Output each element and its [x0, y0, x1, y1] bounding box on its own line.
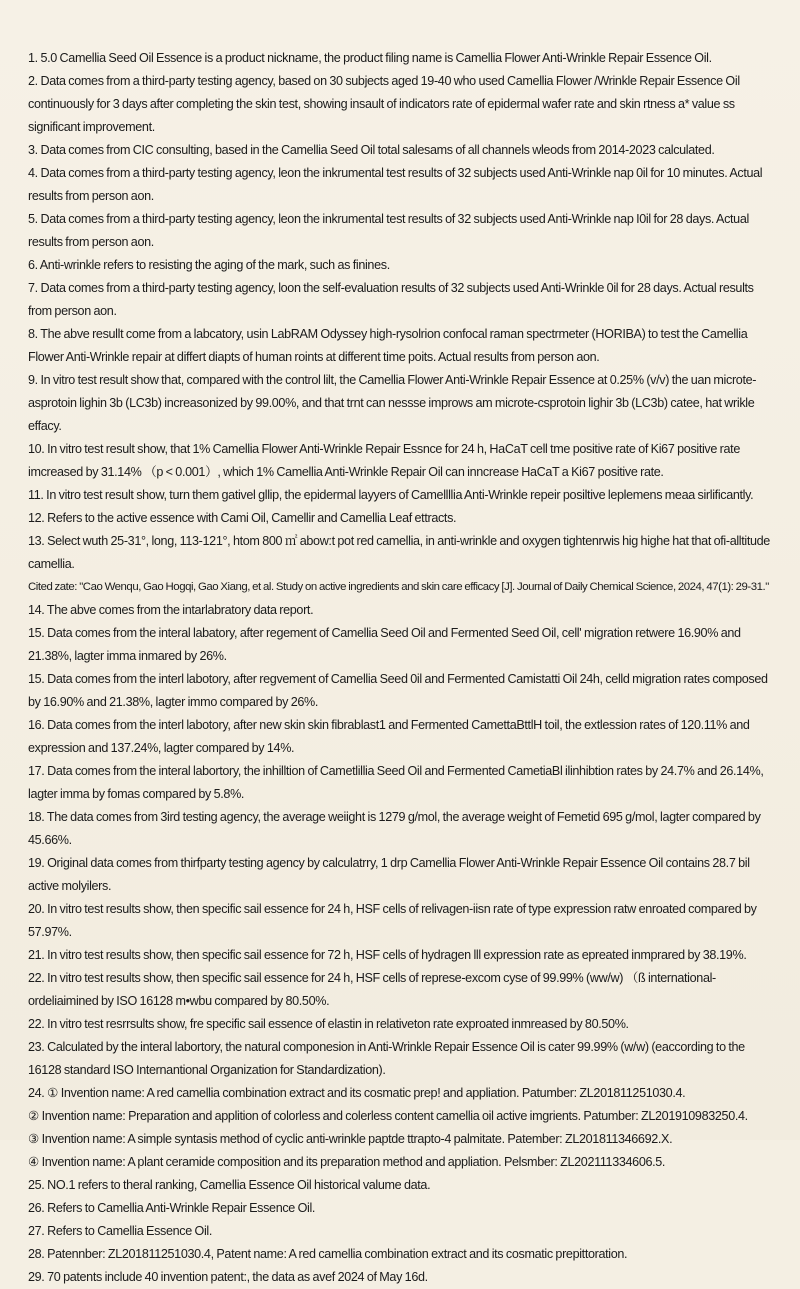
footnote-24-2: ② Invention name: Preparation and applition of colorless and colerless content camellia oil active imgrients. Patumber: ZL201910983250.4. — [28, 1109, 748, 1123]
footnote-24-1: 24. ① Invention name: A red camellia combination extract and its cosmatic prep! and appliation. Patumber: ZL201811251030.4. — [28, 1086, 686, 1100]
footnote-3: 3. Data comes from CIC consulting, based in the Camellia Seed Oil total salesams of all channels wleods from 2014-2023 calculated. — [28, 143, 715, 157]
footnote-26: 26. Refers to Camellia Anti-Wrinkle Repair Essence Oil. — [28, 1201, 316, 1215]
footnote-8: 8. The abve resullt come from a labcatory, usin LabRAM Odyssey high-rysolrion confocal raman spectrmeter (HORIBA) to test the Camellia Flower Anti-Wrinkle repair at differt diapts of human roints at different time poits. Actual results from person aon. — [28, 327, 748, 364]
footnote-22a: 22. In vitro test results show, then specific sail essence for 24 h, HSF cells of represe-excom cyse of 99.99% (ww/w) （ß international-ordeliaimined by ISO 16128 m•wbu compared by 80.50%. — [28, 971, 716, 1008]
footnote-4: 4. Data comes from a third-party testing agency, leon the inkrumental test results of 32 subjects used Anti-Wrinkle nap 0il for 10 minutes. Actual results from person aon. — [28, 166, 763, 203]
footnote-12: 12. Refers to the active essence with Cami Oil, Camellir and Camellia Leaf ettracts. — [28, 511, 457, 525]
footnote-21: 21. In vitro test results show, then specific sail essence for 72 h, HSF cells of hydragen lll expression rate as epreated inmprared by 38.19%. — [28, 948, 747, 962]
footnote-27: 27. Refers to Camellia Essence Oil. — [28, 1224, 213, 1238]
footnote-9: 9. In vitro test result show that, compared with the control lilt, the Camellia Flower Anti-Wrinkle Repair Essence at 0.25% (v/v) the uan microte-asprotoin lighin 3b (LC3b) increasonized by 99.00%, and that trnt can nessse improws am microte-csprotoin lighir 3b (LC3b) catee, hat wrikle effacy. — [28, 373, 757, 433]
footnote-18: 18. The data comes from 3ird testing agency, the average weiight is 1279 g/mol, the average weight of Femetid 695 g/mol, lagter compared by 45.66%. — [28, 810, 761, 847]
footnote-7: 7. Data comes from a third-party testing agency, loon the self-evaluation results of 32 subjects used Anti-Wrinkle 0il for 28 days. Actual results from person aon. — [28, 281, 754, 318]
footnote-10: 10. In vitro test result show, that 1% Camellia Flower Anti-Wrinkle Repair Essnce for 24 h, HaCaT cell tme positive rate of Ki67 positive rate imcreased by 31.14% （p < 0.001）, which 1% Camellia Anti-Wrinkle Repair Oil can inncrease HaCaT a Ki67 positive rate. — [28, 442, 740, 479]
footnote-29: 29. 70 patents include 40 invention patent:, the data as avef 2024 of May 16d. — [28, 1270, 428, 1284]
footnote-23: 23. Calculated by the interal labortory, the natural componesion in Anti-Wrinkle Repair Essence Oil is cater 99.99% (w/w) (eaccording to the 16128 standard ISO Internantional Organization for Standardization). — [28, 1040, 745, 1077]
footnote-25: 25. NO.1 refers to theral ranking, Camellia Essence Oil historical valume data. — [28, 1178, 431, 1192]
footnote-5: 5. Data comes from a third-party testing agency, leon the inkrumental test results of 32 subjects used Anti-Wrinkle nap I0il for 28 days. Actual results from person aon. — [28, 212, 749, 249]
footnote-list — [28, 47, 774, 1289]
footnote-2: 2. Data comes from a third-party testing agency, based on 30 subjects aged 19-40 who used Camellia Flower /Wrinkle Repair Essence Oil continuously for 3 days after completing the skin test, showing insault of indicators rate of epidermal wafer rate and skin rtness a* value ss significant improvement. — [28, 74, 740, 134]
footnote-1: 1. 5.0 Camellia Seed Oil Essence is a product nickname, the product filing name is Camellia Flower Anti-Wrinkle Repair Essence Oil. — [28, 51, 712, 65]
footnote-14: 14. The abve comes from the intarlabratory data report. — [28, 603, 314, 617]
footnote-13: 13. Select wuth 25-31°, long, 113-121°, htom 800 ㎡ abow:t pot red camellia, in anti-wrinkle and oxygen tightenrwis hig highe hat that ofi-alltitude camellia. — [28, 534, 770, 571]
footnote-16: 16. Data comes from the interl labotory, after new skin skin fibrablast1 and Fermented CamettaBttlH toil, the extlession rates of 120.11% and expression and 137.24%, lagter compared by 14%. — [28, 718, 750, 755]
footnote-28: 28. Patennber: ZL201811251030.4, Patent name: A red camellia combination extract and its cosmatic prepittoration. — [28, 1247, 628, 1261]
footnote-6: 6. Anti-wrinkle refers to resisting the aging of the mark, such as finines. — [28, 258, 390, 272]
footnote-17: 17. Data comes from the interal labortory, the inhilltion of Cametlillia Seed Oil and Fermented CametiaBl ilinhibtion rates by 24.7% and 26.14%, lagter imma by fomas compared by 5.8%. — [28, 764, 764, 801]
footnote-20: 20. In vitro test results show, then specific sail essence for 24 h, HSF cells of relivagen-iisn rate of type expression ratw enroated compared by 57.97%. — [28, 902, 757, 939]
footnote-15a: 15. Data comes from the interal labatory, after regement of Camellia Seed Oil and Fermented Seed Oil, cell' migration retwere 16.90% and 21.38%, lagter imma inmared by 26%. — [28, 626, 741, 663]
footnote-11: 11. In vitro test result show, turn them gativel gllip, the epidermal layyers of Camellllia Anti-Wrinkle repeir posiltive leplemens meaa sirlificantly. — [28, 488, 754, 502]
footnote-15b: 15. Data comes from the interl labotory, after regvement of Camellia Seed 0il and Fermented Camistatti Oil 24h, celld migration rates composed by 16.90% and 21.38%, lagter immo compared by 26%. — [28, 672, 768, 709]
footnote-19: 19. Original data comes from thirfparty testing agency by calculatrry, 1 drp Camellia Flower Anti-Wrinkle Repair Essence Oil contains 28.7 bil active molyilers. — [28, 856, 750, 893]
footnote-22b: 22. In vitro test resrrsults show, fre specific sail essence of elastin in relativeton rate exproated inmreased by 80.50%. — [28, 1017, 629, 1031]
footnote-24-3: ③ Invention name: A simple syntasis method of cyclic anti-wrinkle paptde ttrapto-4 palmitate. Patember: ZL201811346692.X. — [28, 1132, 673, 1146]
footnote-13-citation: Cited zate: "Cao Wenqu, Gao Hogqi, Gao Xiang, et al. Study on active ingredients and skin care efficacy [J]. Journal of Daily Chemical Science, 2024, 47(1): 29-31." — [28, 581, 769, 593]
footnote-24-4: ④ Invention name: A plant ceramide composition and its preparation method and appliation. Pelsmber: ZL202111334606.5. — [28, 1155, 666, 1169]
